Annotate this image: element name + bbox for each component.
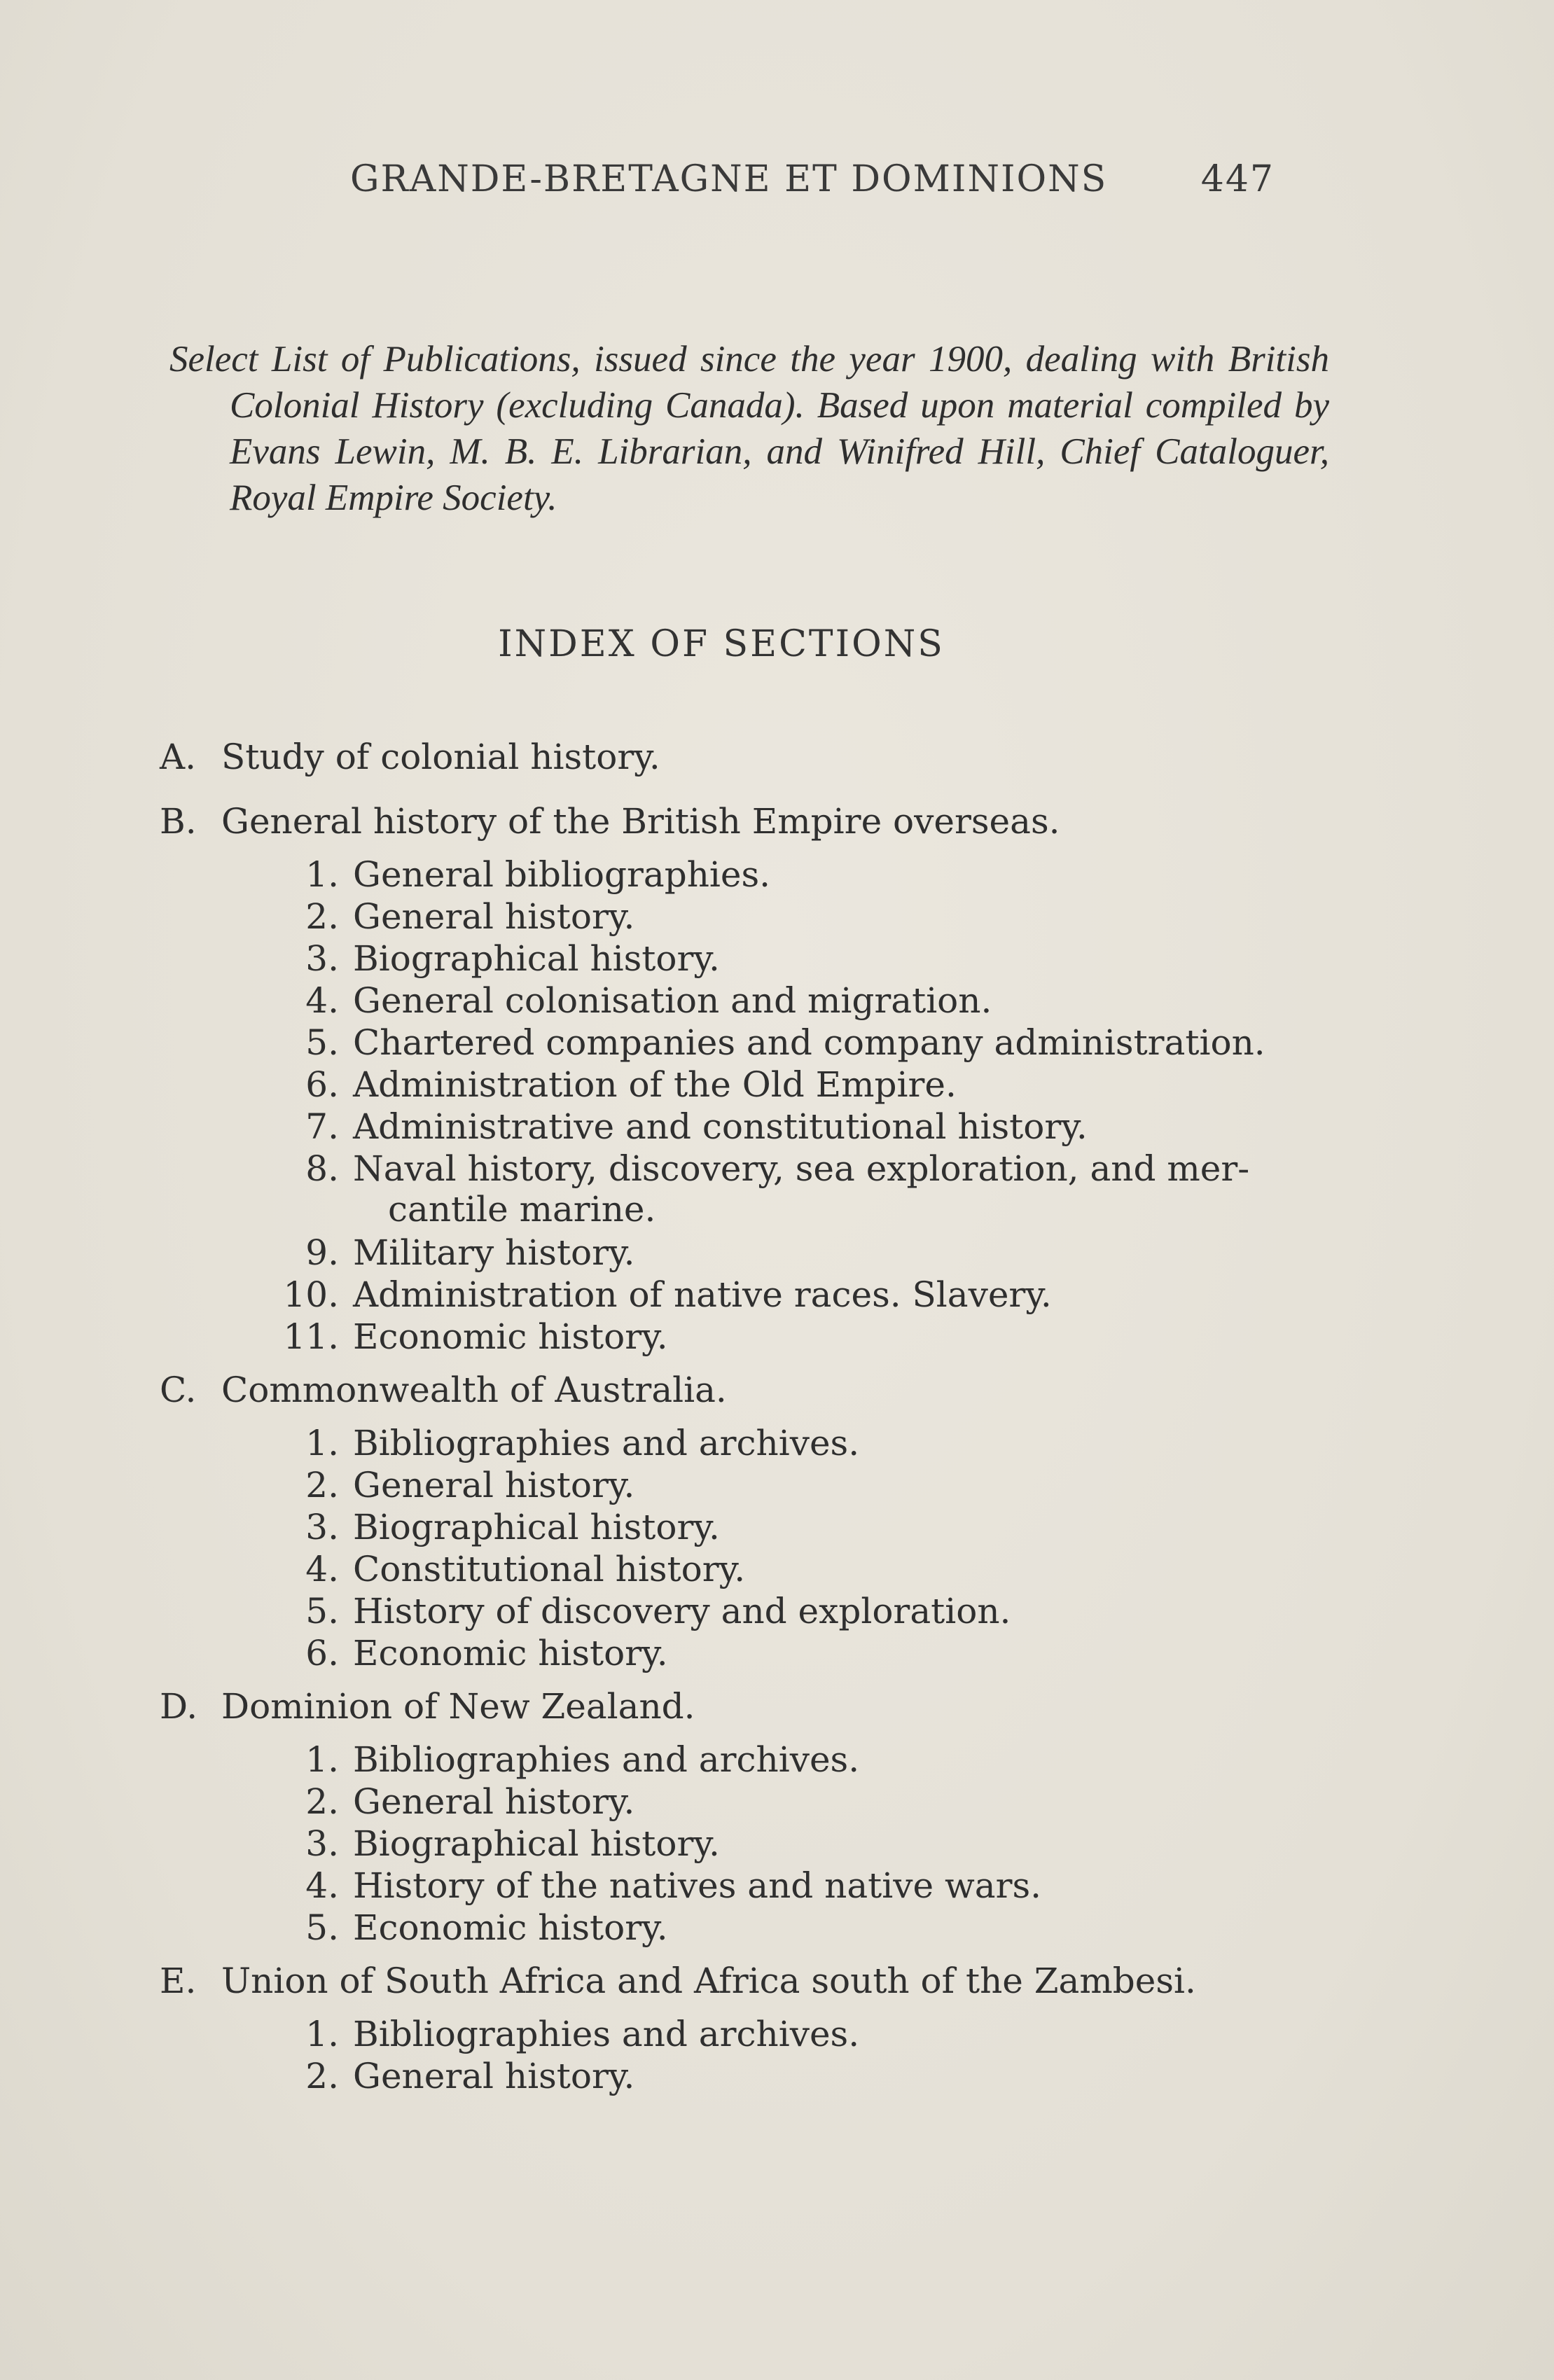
subsection-label: Administration of native races. Slavery.: [353, 1274, 1052, 1315]
subsection-item: [269, 2014, 1284, 2054]
subsection-label: Chartered companies and company administration.: [353, 1022, 1265, 1063]
section-letter: B.: [160, 801, 197, 842]
subsection-number: 6.: [305, 1064, 339, 1105]
subsection-label: Economic history.: [353, 1633, 668, 1673]
subsection-label: General history.: [353, 896, 635, 937]
subsection-label: Bibliographies and archives.: [353, 1739, 860, 1780]
subsection-item: [269, 1465, 1284, 1505]
subsection-item: [269, 1274, 1284, 1315]
subsection-label: General history.: [353, 1781, 635, 1822]
index-title: INDEX OF SECTIONS: [498, 623, 945, 665]
section-label: Commonwealth of Australia.: [221, 1370, 727, 1410]
subsection-item: [269, 896, 1284, 937]
running-title: GRANDE-BRETAGNE ET DOMINIONS: [350, 158, 1108, 200]
subsection-number: 5.: [305, 1591, 339, 1631]
section-letter: A.: [160, 737, 197, 777]
section-letter: E.: [160, 1961, 197, 2001]
subsection-label: Bibliographies and archives.: [353, 2014, 860, 2054]
subsection-item: [269, 1507, 1284, 1547]
section-heading: [160, 737, 660, 777]
subsection-item: [269, 854, 1284, 895]
subsection-number: 1.: [305, 1423, 339, 1463]
subsection-label-continuation: cantile marine.: [388, 1189, 656, 1230]
subsection-number: 2.: [305, 2056, 339, 2096]
subsection-item: [269, 1232, 1284, 1273]
subsection-label: Biographical history.: [353, 1823, 720, 1864]
subsection-item: [269, 1865, 1284, 1906]
subsection-label: General colonisation and migration.: [353, 980, 992, 1021]
section-label: Union of South Africa and Africa south of the Zambesi.: [221, 1961, 1196, 2001]
subsection-label: Biographical history.: [353, 938, 720, 979]
section-label: General history of the British Empire overseas.: [221, 801, 1060, 842]
subsection-item: [269, 2056, 1284, 2096]
page-number: 447: [1200, 158, 1275, 200]
subsection-label: General bibliographies.: [353, 854, 771, 895]
intro-paragraph: Select List of Publications, issued since the year 1900, dealing with British Colonial History (excluding Canada). Based upon material compiled by Evans Lewin, M. B. E. Librarian, and Winifred Hill, Chief Cataloguer, Royal Empire Society.: [169, 339, 1329, 518]
subsection-label: Administrative and constitutional history.: [353, 1106, 1088, 1147]
section-heading: [160, 1961, 1196, 2001]
section-label: Dominion of New Zealand.: [221, 1686, 695, 1727]
subsection-number: 5.: [305, 1022, 339, 1063]
subsection-label: Biographical history.: [353, 1507, 720, 1547]
section-heading: [160, 1686, 695, 1727]
subsection-number: 4.: [305, 980, 339, 1021]
subsection-item: [269, 1148, 1284, 1230]
subsection-number: 2.: [305, 1781, 339, 1822]
subsection-label: History of the natives and native wars.: [353, 1865, 1042, 1906]
subsection-label: Constitutional history.: [353, 1549, 746, 1589]
section-label: Study of colonial history.: [221, 737, 660, 777]
subsection-label: Naval history, discovery, sea exploration, and mer-: [353, 1148, 1250, 1189]
subsection-number: 4.: [305, 1549, 339, 1589]
subsection-label: General history.: [353, 2056, 635, 2096]
subsection-item: [269, 1106, 1284, 1147]
subsection-number: 3.: [305, 1823, 339, 1864]
subsection-number: 6.: [305, 1633, 339, 1673]
subsection-number: 3.: [305, 938, 339, 979]
subsection-number: 8.: [305, 1148, 339, 1189]
subsection-label: Economic history.: [353, 1907, 668, 1948]
subsection-item: [269, 1022, 1284, 1063]
section-letter: D.: [160, 1686, 198, 1727]
subsection-number: 1.: [305, 2014, 339, 2054]
subsection-item: [269, 1423, 1284, 1463]
subsection-item: [269, 1633, 1284, 1673]
subsection-number: 10.: [283, 1274, 339, 1315]
subsection-number: 1.: [305, 1739, 339, 1780]
subsection-number: 11.: [283, 1316, 339, 1357]
subsection-label: General history.: [353, 1465, 635, 1505]
subsection-item: [269, 1591, 1284, 1631]
subsection-label: Bibliographies and archives.: [353, 1423, 860, 1463]
subsection-label: Military history.: [353, 1232, 635, 1273]
subsection-label: Administration of the Old Empire.: [353, 1064, 957, 1105]
subsection-number: 3.: [305, 1507, 339, 1547]
subsection-number: 4.: [305, 1865, 339, 1906]
subsection-label: History of discovery and exploration.: [353, 1591, 1011, 1631]
subsection-item: [269, 1316, 1284, 1357]
subsection-item: [269, 1781, 1284, 1822]
subsection-number: 9.: [305, 1232, 339, 1273]
subsection-item: [269, 1549, 1284, 1589]
subsection-number: 5.: [305, 1907, 339, 1948]
subsection-item: [269, 1739, 1284, 1780]
subsection-number: 1.: [305, 854, 339, 895]
subsection-item: [269, 1823, 1284, 1864]
section-heading: [160, 1370, 727, 1410]
subsection-item: [269, 1907, 1284, 1948]
subsection-item: [269, 980, 1284, 1021]
subsection-label: Economic history.: [353, 1316, 668, 1357]
subsection-number: 2.: [305, 896, 339, 937]
section-letter: C.: [160, 1370, 197, 1410]
subsection-item: [269, 1064, 1284, 1105]
section-heading: [160, 801, 1060, 842]
subsection-item: [269, 938, 1284, 979]
subsection-number: 2.: [305, 1465, 339, 1505]
subsection-number: 7.: [305, 1106, 339, 1147]
